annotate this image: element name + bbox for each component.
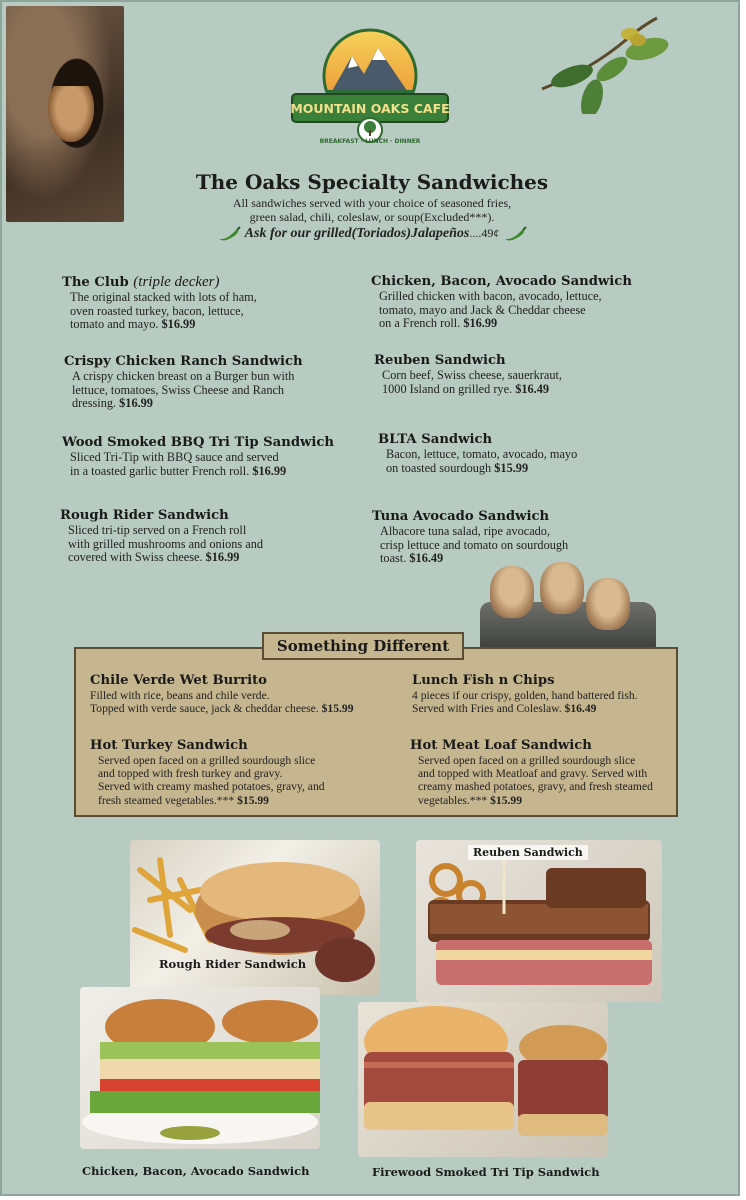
- item-description: Corn beef, Swiss cheese, sauerkraut, 1000 Island on grilled rye.: [382, 368, 562, 396]
- firewood-tri-tip-photo: [358, 1002, 608, 1157]
- jalapeno-note: [2, 226, 742, 242]
- jalapeno-icon: [503, 226, 527, 242]
- item-description: A crispy chicken breast on a Burger bun with lettuce, tomatoes, Swiss Cheese and Ranch dressing.: [72, 369, 295, 411]
- item-price: $16.99: [463, 316, 498, 331]
- item-price: $16.49: [564, 702, 597, 716]
- item-name: Tuna Avocado Sandwich: [372, 509, 550, 524]
- menu-item-bbq-tri-tip: [62, 435, 334, 478]
- menu-item-hot-meat-loaf: [410, 738, 653, 807]
- menu-item-tuna-avocado: [372, 509, 568, 566]
- item-price: $16.99: [161, 317, 196, 332]
- cub-figure: [586, 578, 630, 630]
- item-price: $15.99: [494, 460, 529, 475]
- item-description: The original stacked with lots of ham, oven roasted turkey, bacon, lettuce, tomato and mayo.: [70, 290, 257, 332]
- oak-leaves-icon: [532, 14, 682, 114]
- menu-item-hot-turkey: [90, 738, 325, 807]
- item-description: Bacon, lettuce, tomato, avocado, mayo on toasted sourdough: [386, 447, 578, 475]
- item-name: Hot Turkey Sandwich: [90, 738, 248, 753]
- cub-figure: [540, 562, 584, 614]
- chicken-bacon-avocado-photo: [80, 987, 320, 1149]
- item-description: Albacore tuna salad, ripe avocado, crisp lettuce and tomato on sourdough toast.: [380, 524, 569, 566]
- logo-tagline: BREAKFAST · LUNCH · DINNER: [319, 138, 421, 144]
- item-name: BLTA Sandwich: [378, 432, 493, 447]
- menu-item-crispy-chicken-ranch: [64, 354, 303, 411]
- item-price: $16.49: [409, 551, 444, 566]
- something-different-title: Something Different: [262, 632, 464, 660]
- photo-caption: Reuben Sandwich: [468, 845, 588, 860]
- item-price: $16.99: [252, 463, 287, 478]
- item-name: Chicken, Bacon, Avocado Sandwich: [371, 274, 632, 289]
- chipmunk-figure: [48, 86, 94, 142]
- item-description: Filled with rice, beans and chile verde. Topped with verde sauce, jack & cheddar cheese.: [90, 689, 319, 716]
- jalapeno-price: ....49¢: [469, 226, 500, 241]
- item-description: Sliced Tri-Tip with BBQ sauce and served in a toasted garlic butter French roll.: [70, 450, 279, 478]
- item-description: 4 pieces if our crispy, golden, hand battered fish. Served with Fries and Coleslaw.: [412, 689, 638, 716]
- menu-item-rough-rider: [60, 508, 263, 565]
- reuben-photo: [416, 840, 662, 1002]
- item-description: Sliced tri-tip served on a French roll with grilled mushrooms and onions and covered with Swiss cheese.: [68, 523, 264, 565]
- jalapeno-icon: [217, 226, 241, 242]
- item-name: Lunch Fish n Chips: [412, 673, 555, 688]
- item-price: $16.49: [515, 381, 550, 396]
- item-price: $15.99: [490, 793, 523, 807]
- menu-item-the-club: [62, 274, 257, 332]
- item-name: The Club: [62, 275, 129, 290]
- photo-caption: Firewood Smoked Tri Tip Sandwich: [372, 1165, 600, 1179]
- menu-item-chile-verde-burrito: [90, 673, 354, 715]
- something-different-box: [74, 647, 678, 817]
- item-name: Reuben Sandwich: [374, 353, 506, 368]
- menu-item-chicken-bacon-avocado: [371, 274, 632, 331]
- menu-item-blta: [378, 432, 577, 475]
- item-price: $16.99: [205, 550, 240, 565]
- item-price: $16.99: [119, 396, 153, 411]
- item-price: $15.99: [237, 793, 269, 807]
- rough-rider-photo: [130, 840, 380, 995]
- page-title: The Oaks Specialty Sandwiches: [195, 170, 549, 194]
- mountain-lion-cubs-photo: [480, 562, 656, 648]
- item-name: Crispy Chicken Ranch Sandwich: [64, 354, 303, 369]
- jalapeno-text: Ask for our grilled(Toriados)Jalapeños: [244, 226, 470, 242]
- menu-item-fish-n-chips: [412, 673, 638, 715]
- item-note: (triple decker): [133, 274, 220, 290]
- photo-caption: Chicken, Bacon, Avocado Sandwich: [82, 1164, 310, 1178]
- mountain-oaks-cafe-logo: [290, 26, 450, 144]
- menu-item-reuben: [374, 353, 562, 396]
- logo-name: MOUNTAIN OAKS CAFE: [290, 101, 450, 116]
- item-description: Served open faced on a grilled sourdough slice and topped with Meatloaf and gravy. Served with creamy mashed potatoes, gravy, and fresh steamed vegetables.***: [418, 754, 653, 807]
- item-name: Hot Meat Loaf Sandwich: [410, 738, 592, 753]
- item-price: $15.99: [321, 702, 354, 716]
- cub-figure: [490, 566, 534, 618]
- item-description: Grilled chicken with bacon, avocado, lettuce, tomato, mayo and Jack & Cheddar cheese on a French roll.: [379, 289, 602, 331]
- item-name: Wood Smoked BBQ Tri Tip Sandwich: [62, 435, 335, 450]
- photo-caption: Rough Rider Sandwich: [159, 957, 307, 971]
- item-name: Chile Verde Wet Burrito: [90, 673, 267, 688]
- item-name: Rough Rider Sandwich: [60, 508, 229, 523]
- page-subtitle: All sandwiches served with your choice of seasoned fries, green salad, chili, coleslaw, or soup(Excluded***).: [232, 196, 512, 224]
- item-description: Served open faced on a grilled sourdough slice and topped with fresh turkey and gravy. Served with creamy mashed potatoes, gravy, and fresh steamed vegetables.***: [98, 754, 325, 807]
